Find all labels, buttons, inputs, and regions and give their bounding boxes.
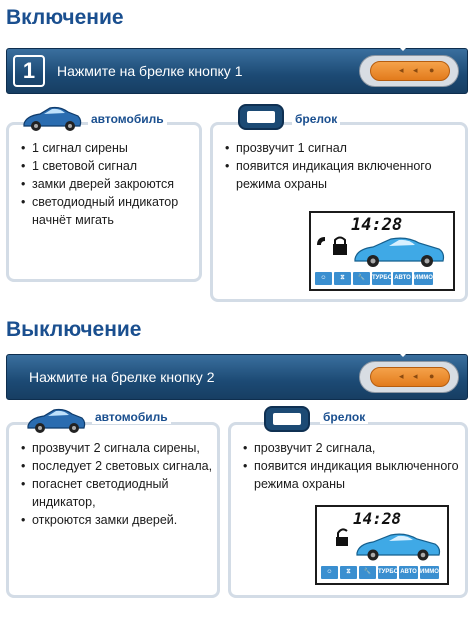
- key-fob-image: [359, 55, 459, 87]
- lcd-time: 14:28: [351, 215, 403, 235]
- list-item: • замки дверей закроются: [21, 175, 199, 193]
- list-item: • прозвучит 1 сигнал: [225, 139, 465, 157]
- list-item: • 1 сигнал сирены: [21, 139, 199, 157]
- lock-closed-icon: [315, 235, 351, 257]
- fob-result-list-on: [213, 125, 465, 193]
- instruction-text-on: Нажмите на брелке кнопку 1: [57, 63, 243, 79]
- lcd-status-icon: ⧖: [334, 272, 351, 285]
- lcd-status-icon: 🔧: [359, 566, 376, 579]
- lcd-turbo-icon: ТУРБО: [372, 272, 391, 285]
- pointer-arrow-icon: [397, 45, 409, 51]
- lcd-status-icon: ☺: [321, 566, 338, 579]
- list-item: • появится индикация включенного режима охраны: [225, 157, 465, 193]
- card-label-car-off: автомобиль: [92, 410, 171, 424]
- lcd-status-icon: ⧖: [340, 566, 357, 579]
- list-item: • светодиодный индикатор начнёт мигать: [21, 193, 199, 229]
- fob-result-list-off: [231, 425, 465, 493]
- fob-button-2-highlight: ◂ ◂ ●: [370, 367, 450, 387]
- lcd-icon-row: [321, 566, 439, 579]
- list-item: • откроются замки дверей.: [21, 511, 217, 529]
- fob-lcd-off: [315, 505, 449, 585]
- fob-icon: [238, 104, 284, 130]
- card-label-fob-off: брелок: [320, 410, 368, 424]
- list-item: • прозвучит 2 сигнала,: [243, 439, 465, 457]
- lcd-icon-row: [315, 272, 433, 285]
- lcd-immo-icon: ИММО: [414, 272, 433, 285]
- lock-open-icon: [335, 527, 351, 547]
- fob-icon: [264, 406, 310, 432]
- card-label-car-on: автомобиль: [88, 112, 167, 126]
- lcd-status-icon: ☺: [315, 272, 332, 285]
- lcd-immo-icon: ИММО: [420, 566, 439, 579]
- car-icon: [24, 406, 88, 436]
- instruction-text-off: Нажмите на брелке кнопку 2: [29, 369, 215, 385]
- instruction-banner-off: [6, 354, 468, 400]
- list-item: • 1 световой сигнал: [21, 157, 199, 175]
- lcd-auto-icon: АВТО: [399, 566, 418, 579]
- lcd-status-icon: 🔧: [353, 272, 370, 285]
- lcd-time: 14:28: [353, 509, 402, 528]
- lcd-car-icon: [351, 233, 449, 267]
- fob-button-1-highlight: ◂ ◂ ●: [370, 61, 450, 81]
- car-result-list-off: [9, 425, 217, 529]
- list-item: • последует 2 световых сигнала,: [21, 457, 217, 475]
- fob-lcd-on: [309, 211, 455, 291]
- section-title-off: Выключение: [6, 318, 142, 341]
- pointer-arrow-icon: [397, 351, 409, 357]
- lcd-car-icon: [353, 529, 445, 561]
- step-number: 1: [13, 55, 45, 87]
- fob-card-on: [210, 122, 468, 302]
- section-title-on: Включение: [6, 6, 124, 29]
- instruction-banner-on: [6, 48, 468, 94]
- car-card-off: [6, 422, 220, 598]
- list-item: • прозвучит 2 сигнала сирены,: [21, 439, 217, 457]
- list-item: • погаснет светодиодный индикатор,: [21, 475, 217, 511]
- list-item: • появится индикация выключенного режима охраны: [243, 457, 465, 493]
- car-icon: [20, 104, 84, 134]
- car-result-list-on: [9, 125, 199, 229]
- lcd-turbo-icon: ТУРБО: [378, 566, 397, 579]
- lcd-auto-icon: АВТО: [393, 272, 412, 285]
- card-label-fob-on: брелок: [292, 112, 340, 126]
- car-card-on: [6, 122, 202, 282]
- key-fob-image: [359, 361, 459, 393]
- fob-card-off: [228, 422, 468, 598]
